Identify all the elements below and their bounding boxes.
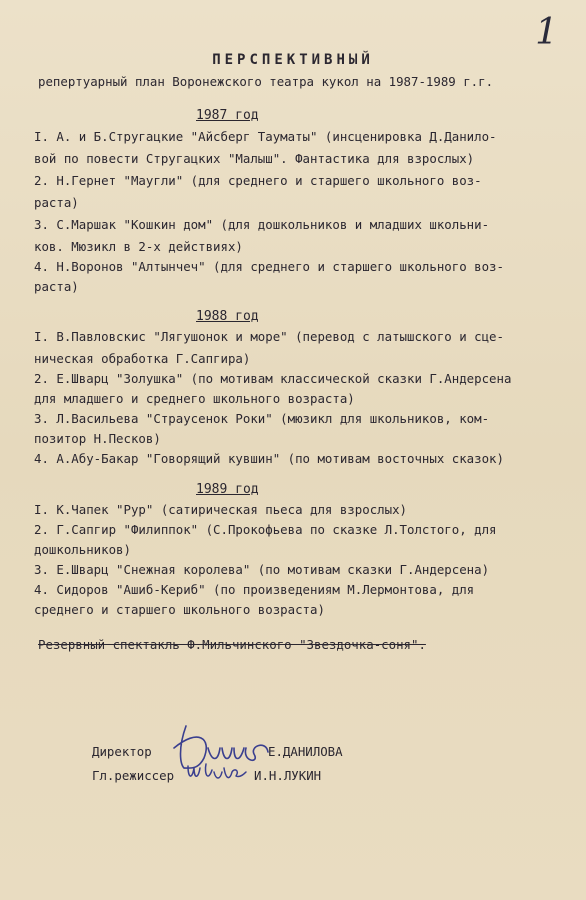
plan-line: 4. А.Абу-Бакар "Говорящий кувшин" (по мотивам восточных сказок) bbox=[34, 451, 504, 466]
year-heading-1988: 1988 год bbox=[196, 309, 259, 324]
chief-director-title: Гл.режиссер bbox=[92, 768, 175, 783]
director-name: Е.ДАНИЛОВА bbox=[268, 744, 343, 759]
plan-line: I. К.Чапек "Рур" (сатирическая пьеса для взрослых) bbox=[34, 502, 407, 517]
director-title: Директор bbox=[92, 744, 152, 759]
plan-line: дошкольников) bbox=[34, 542, 131, 557]
document-title: ПЕРСПЕКТИВНЫЙ bbox=[212, 52, 374, 68]
plan-line: 4. Сидоров "Ашиб-Кериб" (по произведениям М.Лермонтова, для bbox=[34, 582, 475, 597]
plan-line: I. А. и Б.Стругацкие "Айсберг Тауматы" (инсценировка Д.Данило- bbox=[34, 129, 497, 144]
chief-director-name: И.Н.ЛУКИН bbox=[254, 768, 322, 783]
plan-line: 2. Н.Гернет "Маугли" (для среднего и старшего школьного воз- bbox=[34, 173, 482, 188]
chief-director-handwritten-signature bbox=[184, 760, 248, 786]
plan-line: вой по повести Стругацких "Малыш". Фантастика для взрослых) bbox=[34, 151, 475, 166]
plan-line: 3. С.Маршак "Кошкин дом" (для дошкольников и младших школьни- bbox=[34, 217, 490, 232]
page-number: 1 bbox=[535, 12, 558, 53]
document-subtitle: репертуарный план Воронежского театра кукол на 1987-1989 г.г. bbox=[38, 74, 494, 89]
plan-line: I. В.Павловскис "Лягушонок и море" (перевод с латышского и сце- bbox=[34, 329, 504, 344]
plan-line: раста) bbox=[34, 279, 79, 294]
reserve-performance-strikethrough: Резервный спектакль Ф.Мильчинского "Звездочка-соня". bbox=[38, 637, 426, 652]
plan-line: 2. Г.Сапгир "Филиппок" (С.Прокофьева по сказке Л.Толстого, для bbox=[34, 522, 497, 537]
year-heading-1989: 1989 год bbox=[196, 482, 259, 497]
plan-line: среднего и старшего школьного возраста) bbox=[34, 602, 325, 617]
plan-line: 2. Е.Шварц "Золушка" (по мотивам классической сказки Г.Андерсена bbox=[34, 371, 512, 386]
plan-line: позитор Н.Песков) bbox=[34, 431, 161, 446]
plan-line: ков. Мюзикл в 2-х действиях) bbox=[34, 239, 243, 254]
plan-line: ническая обработка Г.Сапгира) bbox=[34, 351, 251, 366]
plan-line: раста) bbox=[34, 195, 79, 210]
plan-line: 3. Е.Шварц "Снежная королева" (по мотивам сказки Г.Андерсена) bbox=[34, 562, 490, 577]
plan-line: 4. Н.Воронов "Алтынчеч" (для среднего и старшего школьного воз- bbox=[34, 259, 504, 274]
year-heading-1987: 1987 год bbox=[196, 108, 259, 123]
plan-line: для младшего и среднего школьного возраста) bbox=[34, 391, 355, 406]
plan-line: 3. Л.Васильева "Страусенок Роки" (мюзикл для школьников, ком- bbox=[34, 411, 490, 426]
